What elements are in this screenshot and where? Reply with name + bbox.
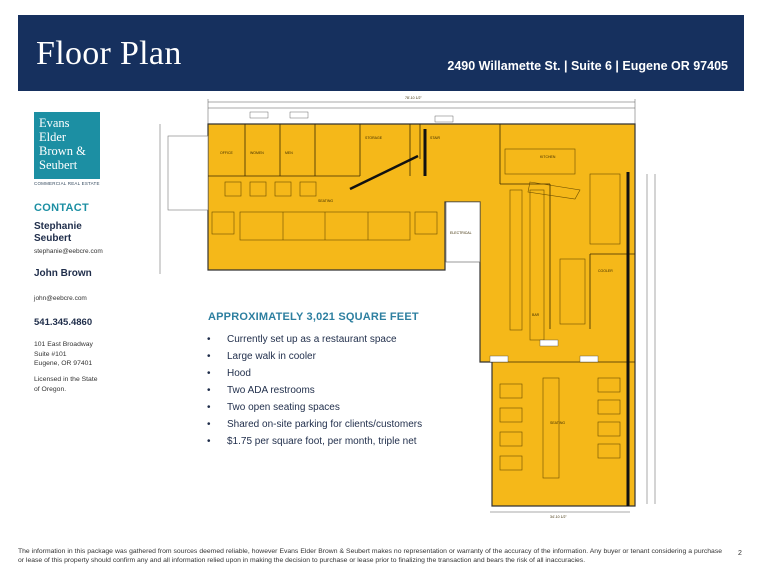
page-title: Floor Plan — [36, 35, 182, 72]
contact-heading: CONTACT — [34, 202, 90, 214]
bullet-icon: • — [207, 385, 211, 396]
dimension-bottom-label: 34'-10 1/2" — [550, 515, 567, 519]
floor-plan-drawing — [150, 94, 670, 519]
feature-list — [207, 331, 422, 450]
room-label-seating-lower: SEATING — [550, 421, 566, 425]
logo-subtitle: COMMERCIAL REAL ESTATE — [34, 181, 100, 186]
feature-item: • Shared on-site parking for clients/customers — [207, 416, 422, 433]
header-banner — [18, 15, 744, 91]
room-label-cooler: COOLER — [598, 269, 613, 273]
bullet-icon: • — [207, 419, 211, 430]
bullet-icon: • — [207, 402, 211, 413]
office-address-line-2: Suite #101 — [34, 350, 67, 358]
agent1-name: Stephanie Seubert — [34, 221, 82, 244]
room-label-electrical: ELECTRICAL — [450, 231, 472, 235]
logo-divider — [34, 178, 100, 179]
bullet-icon: • — [207, 368, 211, 379]
page-number: 2 — [738, 550, 742, 557]
square-feet-heading: APPROXIMATELY 3,021 SQUARE FEET — [208, 311, 419, 323]
feature-item: • Two open seating spaces — [207, 399, 422, 416]
company-logo — [34, 112, 100, 178]
phone-number[interactable]: 541.345.4860 — [34, 317, 93, 328]
logo-line-2: Elder — [39, 130, 67, 144]
room-label-storage: STORAGE — [365, 136, 383, 140]
disclaimer-text: The information in this package was gathered from sources deemed reliable, however Evans Elder Brown & Seubert makes no representation or warranty of the accuracy of the information. Any buyer or tenant considering a purchase or lease of this property should confirm any and all information relied upon in making the decision to purchase or lease prior to finalizing the transaction and bears the risk of all inaccuracies. — [18, 548, 722, 564]
license-note: Licensed in the State of Oregon. — [34, 376, 98, 393]
logo-line-4: Seubert — [39, 158, 78, 172]
bullet-icon: • — [207, 351, 211, 362]
dimension-top-label: 78'-10 1/2" — [405, 96, 422, 100]
agent2-email[interactable]: john@eebcre.com — [34, 295, 87, 302]
room-label-bar: BAR — [532, 313, 540, 317]
office-address-line-1: 101 East Broadway — [34, 341, 93, 348]
property-address: 2490 Willamette St. | Suite 6 | Eugene OR 97405 — [447, 59, 728, 73]
office-address-line-3: Eugene, OR 97401 — [34, 360, 93, 367]
logo-line-3: Brown & — [39, 144, 86, 158]
feature-item: • Two ADA restrooms — [207, 382, 422, 399]
room-label-men: MEN — [285, 151, 293, 155]
feature-item: • Currently set up as a restaurant space — [207, 331, 422, 348]
room-label-office: OFFICE — [220, 151, 233, 155]
feature-item: • Hood — [207, 365, 422, 382]
bullet-icon: • — [207, 334, 211, 345]
room-label-kitchen: KITCHEN — [540, 155, 556, 159]
room-label-women: WOMEN — [250, 151, 264, 155]
exterior-bump — [168, 136, 208, 210]
feature-item: • Large walk in cooler — [207, 348, 422, 365]
feature-item: • $1.75 per square foot, per month, triple net — [207, 433, 422, 450]
agent2-name: John Brown — [34, 268, 92, 279]
logo-line-1: Evans — [39, 116, 70, 130]
bullet-icon: • — [207, 436, 211, 447]
agent1-email[interactable]: stephanie@eebcre.com — [34, 248, 103, 255]
room-label-stair: STAIR — [430, 136, 441, 140]
room-label-seating-upper: SEATING — [318, 199, 334, 203]
